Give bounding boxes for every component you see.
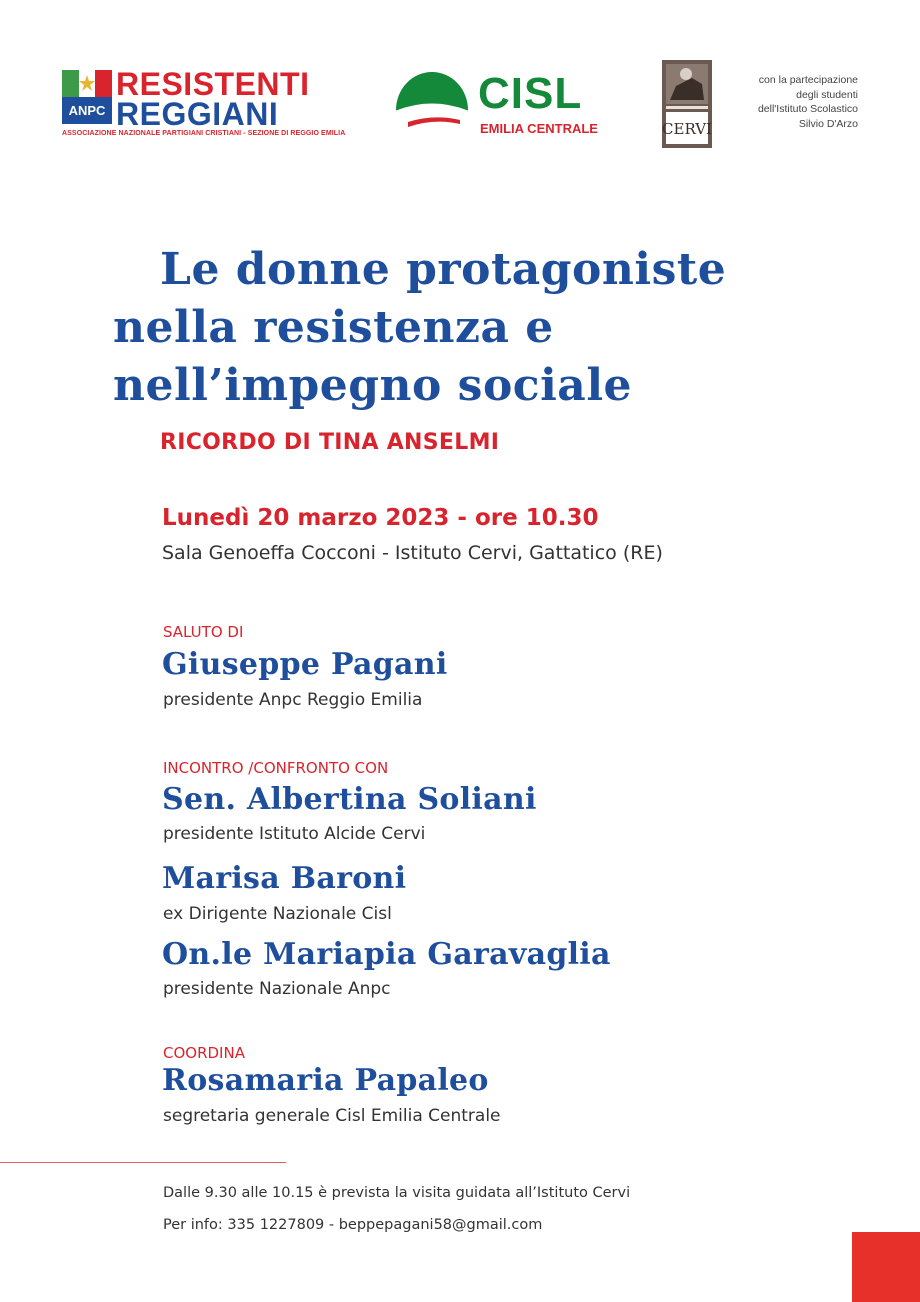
anpc-badge-icon	[62, 70, 112, 124]
speaker-role: presidente Istituto Alcide Cervi	[163, 824, 426, 844]
cisl-subtitle: EMILIA CENTRALE	[480, 121, 598, 136]
partner-line: Silvio D'Arzo	[798, 117, 858, 130]
speaker-name: Sen. Albertina Soliani	[162, 782, 537, 817]
partner-line: dell'Istituto Scolastico	[757, 103, 858, 115]
cervi-emblem-icon	[662, 60, 712, 148]
contact-info: Per info: 335 1227809 - beppepagani58@gmail.com	[163, 1217, 543, 1233]
event-title-line: Le donne protagoniste	[160, 244, 727, 295]
speaker-role: ex Dirigente Nazionale Cisl	[163, 904, 392, 924]
decorative-red-square	[852, 1232, 920, 1302]
anpc-badge-label: ANPC	[68, 103, 106, 118]
section-label-saluto: SALUTO DI	[163, 623, 244, 641]
speaker-role: segretaria generale Cisl Emilia Centrale	[163, 1106, 501, 1126]
anpc-line2: REGGIANI	[116, 96, 279, 132]
section-label-coordina: COORDINA	[163, 1044, 245, 1062]
event-title-line: nella resistenza e	[113, 302, 554, 353]
cisl-emblem-icon	[392, 66, 472, 138]
cisl-logo	[392, 66, 617, 138]
event-title-line: nell’impegno sociale	[113, 360, 633, 411]
speaker-name: Rosamaria Papaleo	[162, 1063, 489, 1098]
anpc-line1: RESISTENTI	[116, 66, 310, 102]
speaker-name: Giuseppe Pagani	[162, 647, 448, 682]
speaker-role: presidente Anpc Reggio Emilia	[163, 690, 423, 710]
svg-text:CERVI: CERVI	[662, 120, 712, 138]
speaker-role: presidente Nazionale Anpc	[163, 979, 391, 999]
speaker-name: Marisa Baroni	[162, 861, 407, 896]
partner-line: con la partecipazione	[758, 74, 858, 86]
section-label-incontro: INCONTRO /CONFRONTO CON	[163, 759, 389, 777]
event-date: Lunedì 20 marzo 2023 - ore 10.30	[162, 505, 599, 531]
anpc-logo	[62, 66, 346, 143]
visit-note: Dalle 9.30 alle 10.15 è prevista la visita guidata all’Istituto Cervi	[163, 1185, 631, 1201]
anpc-subline: ASSOCIAZIONE NAZIONALE PARTIGIANI CRISTIANI - SEZIONE DI REGGIO EMILIA	[62, 130, 346, 137]
istituto-cervi-logo	[662, 60, 712, 148]
partner-note	[738, 73, 858, 131]
event-subtitle: RICORDO DI TINA ANSELMI	[160, 430, 500, 455]
event-venue: Sala Genoeffa Cocconi - Istituto Cervi, Gattatico (RE)	[162, 542, 663, 564]
footer-divider	[0, 1162, 286, 1163]
partner-line: degli studenti	[796, 88, 858, 101]
cisl-name: CISL	[478, 69, 583, 118]
speaker-name: On.le Mariapia Garavaglia	[162, 937, 611, 972]
